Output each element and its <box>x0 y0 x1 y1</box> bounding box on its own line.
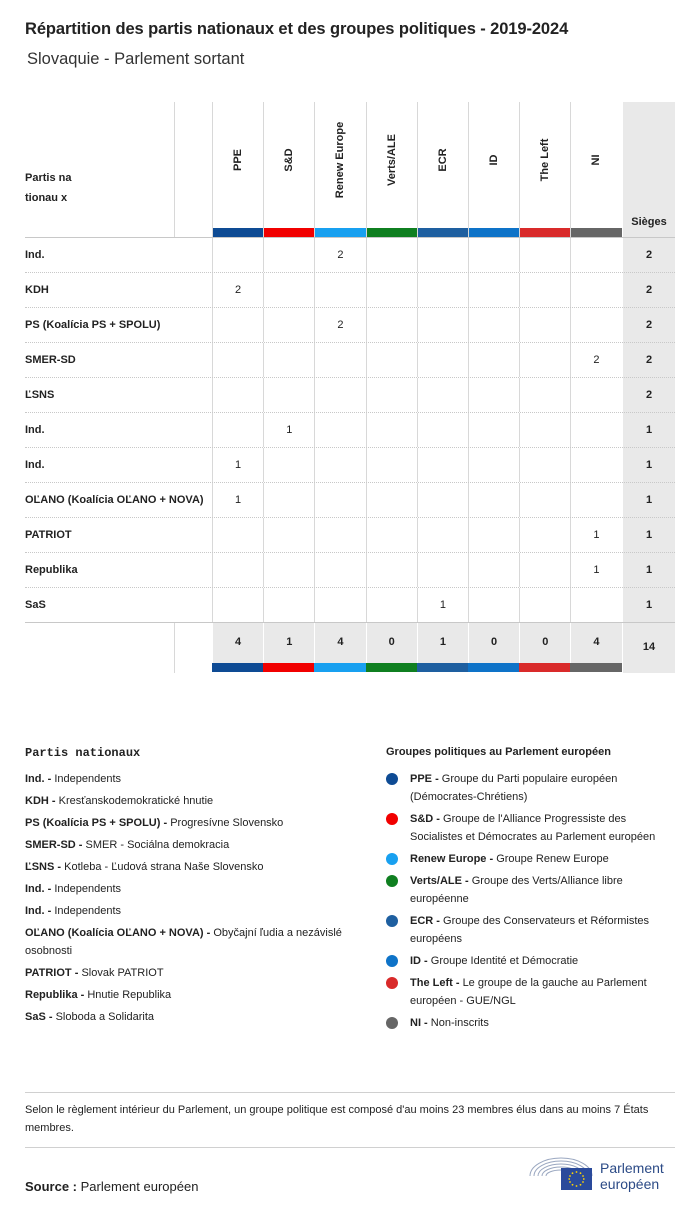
seat-cell <box>263 238 314 272</box>
seat-cell <box>366 308 417 342</box>
seat-cell <box>417 448 468 482</box>
ep-logo <box>528 1154 678 1194</box>
row-seats-total: 1 <box>623 413 675 448</box>
party-legend-item <box>25 792 345 810</box>
group-legend-abbr: Verts/ALE - <box>410 875 469 887</box>
party-legend-full: Slovak PATRIOT <box>81 967 164 979</box>
group-total-color-bar <box>314 663 365 672</box>
seat-cell <box>212 343 263 377</box>
seat-cell <box>417 343 468 377</box>
party-legend-abbr: PATRIOT - <box>25 967 79 979</box>
source-value: Parlement européen <box>80 1179 199 1194</box>
legend-dot-icon <box>386 875 398 887</box>
seat-cell <box>366 413 417 447</box>
seat-cell <box>519 238 570 272</box>
legend-dot-icon <box>386 813 398 825</box>
page-title: Répartition des partis nationaux et des groupes politiques - 2019-2024 <box>25 20 569 38</box>
group-header-4 <box>417 102 468 237</box>
group-legend-item <box>386 952 676 970</box>
source-label: Source : <box>25 1179 78 1194</box>
logo-line-2: européen <box>600 1176 660 1192</box>
group-header-label: S&D <box>283 148 296 172</box>
group-total-color-bar <box>570 663 621 672</box>
party-legend-abbr: ĽSNS - <box>25 861 62 873</box>
group-header-label: Verts/ALE <box>385 134 398 186</box>
seat-cell <box>366 518 417 552</box>
seat-cell <box>468 553 519 587</box>
seat-cell <box>468 448 519 482</box>
seat-cell <box>263 518 314 552</box>
party-name: Ind. <box>25 459 45 471</box>
seat-cell <box>212 238 263 272</box>
seat-cell <box>366 553 417 587</box>
group-color-bar <box>469 228 519 237</box>
group-legend <box>386 746 676 1036</box>
group-legend-item <box>386 810 676 846</box>
group-legend-full: Le groupe de la gauche au Parlement européen - GUE/NGL <box>410 977 647 1007</box>
seat-cell <box>212 553 263 587</box>
party-legend-abbr: OĽANO (Koalícia OĽANO + NOVA) - <box>25 927 211 939</box>
group-total: 1 <box>263 623 314 664</box>
party-legend-abbr: Republika - <box>25 989 85 1001</box>
group-color-bar <box>264 228 314 237</box>
seat-cell <box>417 518 468 552</box>
seat-cell: 2 <box>212 273 263 307</box>
seat-cell <box>366 238 417 272</box>
seat-cell <box>417 238 468 272</box>
seat-cell <box>314 413 365 447</box>
party-legend-full: Kresťanskodemokratické hnutie <box>58 795 214 807</box>
group-legend-abbr: Renew Europe - <box>410 853 494 865</box>
seat-cell <box>417 553 468 587</box>
group-legend-item <box>386 850 676 868</box>
table-row <box>25 587 675 622</box>
group-color-bar <box>367 228 417 237</box>
table-row <box>25 482 675 517</box>
party-legend-full: Sloboda a Solidarita <box>55 1011 155 1023</box>
party-legend-full: Hnutie Republika <box>87 989 172 1001</box>
row-seats-total: 2 <box>623 238 675 273</box>
table-header <box>25 102 675 237</box>
party-legend-item <box>25 836 345 854</box>
seat-cell <box>366 378 417 412</box>
group-header-5 <box>468 102 519 237</box>
seats-header-label: Sièges <box>631 216 667 228</box>
group-total-color-bar <box>212 663 263 672</box>
seat-cell <box>366 273 417 307</box>
party-header-cell <box>25 102 175 237</box>
group-legend-full: Groupe des Verts/Alliance libre européenne <box>410 875 623 905</box>
seat-cell <box>519 308 570 342</box>
seat-cell <box>417 378 468 412</box>
seat-cell <box>263 378 314 412</box>
party-name: Republika <box>25 564 78 576</box>
legend-dot-icon <box>386 773 398 785</box>
seat-cell <box>263 448 314 482</box>
seat-cell <box>314 273 365 307</box>
seat-cell <box>212 588 263 622</box>
seat-cell <box>570 413 621 447</box>
party-legend-item <box>25 1008 345 1026</box>
group-legend-full: Groupe de l'Alliance Progressiste des Socialistes et Démocrates au Parlement européen <box>410 813 656 843</box>
distribution-table <box>25 102 675 672</box>
seat-cell <box>314 448 365 482</box>
seat-cell <box>417 483 468 517</box>
seat-cell: 1 <box>263 413 314 447</box>
seat-cell: 1 <box>417 588 468 622</box>
seat-cell: 1 <box>570 518 621 552</box>
party-name: SMER-SD <box>25 354 76 366</box>
group-color-bar <box>418 228 468 237</box>
seat-cell <box>263 588 314 622</box>
group-legend-full: Groupe Identité et Démocratie <box>430 955 579 967</box>
group-total: 4 <box>212 623 263 664</box>
group-total-color-bar <box>263 663 314 672</box>
group-header-6 <box>519 102 570 237</box>
seat-cell <box>468 483 519 517</box>
group-legend-full: Non-inscrits <box>430 1017 489 1029</box>
party-legend-item <box>25 924 345 960</box>
seat-cell <box>570 238 621 272</box>
seat-cell <box>519 448 570 482</box>
seat-cell <box>519 588 570 622</box>
seat-cell <box>314 378 365 412</box>
group-header-label: ID <box>488 154 501 166</box>
seats-header-cell <box>623 102 675 237</box>
group-legend-full: Groupe du Parti populaire européen (Démocrates-Chrétiens) <box>410 773 618 803</box>
party-legend-full: SMER - Sociálna demokracia <box>85 839 230 851</box>
party-name: Ind. <box>25 249 45 261</box>
group-header-1 <box>263 102 314 237</box>
group-total-color-bar <box>417 663 468 672</box>
group-legend-item <box>386 974 676 1010</box>
group-total: 1 <box>417 623 468 664</box>
party-legend-title: Partis nationaux <box>25 746 141 760</box>
seat-cell <box>570 273 621 307</box>
legend-dot-icon <box>386 853 398 865</box>
totals-blank-cell <box>25 623 175 673</box>
group-legend-item <box>386 770 676 806</box>
group-total: 4 <box>570 623 621 664</box>
legend-dot-icon <box>386 955 398 967</box>
group-header-7 <box>570 102 621 237</box>
seat-cell <box>314 588 365 622</box>
seat-cell <box>263 483 314 517</box>
seat-cell <box>468 378 519 412</box>
table-row <box>25 377 675 412</box>
table-row <box>25 307 675 342</box>
seat-cell <box>570 378 621 412</box>
party-legend-full: Independents <box>54 773 122 785</box>
table-row <box>25 447 675 482</box>
legend-dot-icon <box>386 915 398 927</box>
table-row <box>25 237 675 272</box>
seat-cell <box>212 518 263 552</box>
party-name: PATRIOT <box>25 529 72 541</box>
seat-cell: 1 <box>212 448 263 482</box>
group-color-bar <box>520 228 570 237</box>
party-legend-full: Independents <box>54 883 122 895</box>
seat-cell: 2 <box>570 343 621 377</box>
group-header-2 <box>314 102 365 237</box>
group-header-3 <box>366 102 417 237</box>
party-header-label: Partis nationau x <box>25 172 72 204</box>
hemicycle-logo-icon <box>528 1154 594 1194</box>
seat-cell <box>263 553 314 587</box>
seat-cell <box>468 273 519 307</box>
group-total-color-bar <box>366 663 417 672</box>
row-seats-total: 2 <box>623 308 675 343</box>
totals-row <box>25 622 675 672</box>
seat-cell <box>468 343 519 377</box>
party-name: PS (Koalícia PS + SPOLU) <box>25 319 161 331</box>
group-legend-abbr: PPE - <box>410 773 439 785</box>
group-legend-abbr: NI - <box>410 1017 428 1029</box>
party-legend-abbr: SMER-SD - <box>25 839 83 851</box>
group-header-label: Renew Europe <box>334 121 347 199</box>
row-seats-total: 1 <box>623 518 675 553</box>
seat-cell <box>570 483 621 517</box>
table-body <box>25 237 675 622</box>
party-legend <box>25 746 345 1030</box>
group-legend-abbr: ECR - <box>410 915 440 927</box>
party-name: OĽANO (Koalícia OĽANO + NOVA) <box>25 494 204 506</box>
seat-cell <box>417 413 468 447</box>
seat-cell <box>314 343 365 377</box>
party-legend-item <box>25 986 345 1004</box>
group-legend-abbr: The Left - <box>410 977 460 989</box>
party-legend-full: Progresívne Slovensko <box>170 817 284 829</box>
party-legend-full: Independents <box>54 905 122 917</box>
group-total: 0 <box>468 623 519 664</box>
group-total-color-bar <box>519 663 570 672</box>
seat-cell <box>519 273 570 307</box>
table-row <box>25 342 675 377</box>
party-legend-abbr: Ind. - <box>25 905 52 917</box>
seat-cell: 1 <box>212 483 263 517</box>
group-total: 4 <box>314 623 365 664</box>
party-legend-item <box>25 902 345 920</box>
group-color-bar <box>571 228 621 237</box>
group-header-label: The Left <box>539 138 552 182</box>
group-legend-abbr: S&D - <box>410 813 440 825</box>
seat-cell <box>570 588 621 622</box>
row-seats-total: 1 <box>623 588 675 623</box>
seat-cell <box>366 483 417 517</box>
group-legend-item <box>386 912 676 948</box>
party-legend-item <box>25 964 345 982</box>
seat-cell <box>366 588 417 622</box>
seat-cell <box>212 378 263 412</box>
seat-cell <box>519 378 570 412</box>
group-color-bar <box>213 228 263 237</box>
seat-cell <box>468 518 519 552</box>
party-legend-abbr: PS (Koalícia PS + SPOLU) - <box>25 817 168 829</box>
seat-cell <box>212 308 263 342</box>
logo-text <box>600 1160 664 1192</box>
seat-cell: 2 <box>314 238 365 272</box>
group-header-label: PPE <box>232 148 245 172</box>
row-seats-total: 1 <box>623 483 675 518</box>
seat-cell <box>468 588 519 622</box>
party-legend-item <box>25 880 345 898</box>
legend-dot-icon <box>386 1017 398 1029</box>
seat-cell <box>468 308 519 342</box>
group-legend-full: Groupe des Conservateurs et Réformistes européens <box>410 915 650 945</box>
group-total-color-bar <box>468 663 519 672</box>
table-row <box>25 552 675 587</box>
seat-cell <box>263 343 314 377</box>
legend-dot-icon <box>386 977 398 989</box>
row-seats-total: 1 <box>623 553 675 588</box>
party-legend-item <box>25 858 345 876</box>
party-legend-abbr: KDH - <box>25 795 56 807</box>
party-legend-abbr: Ind. - <box>25 883 52 895</box>
page-subtitle: Slovaquie - Parlement sortant <box>27 50 245 68</box>
seat-cell <box>366 343 417 377</box>
group-header-0 <box>212 102 263 237</box>
group-total: 0 <box>366 623 417 664</box>
seat-cell <box>519 343 570 377</box>
table-row <box>25 517 675 552</box>
seat-cell <box>570 308 621 342</box>
group-total: 0 <box>519 623 570 664</box>
party-legend-full: Obyčajní ľudia a nezávislé osobnosti <box>25 927 342 957</box>
seat-cell <box>468 413 519 447</box>
footnote: Selon le règlement intérieur du Parlement, un groupe politique est composé d'au moins 23 membres élus dans au moins 7 États membres. <box>25 1092 675 1148</box>
seat-cell <box>519 518 570 552</box>
party-name: Ind. <box>25 424 45 436</box>
party-name: SaS <box>25 599 46 611</box>
party-legend-item <box>25 770 345 788</box>
seat-cell <box>519 413 570 447</box>
logo-line-1: Parlement <box>600 1160 664 1176</box>
row-seats-total: 2 <box>623 378 675 413</box>
row-seats-total: 1 <box>623 448 675 483</box>
row-seats-total: 2 <box>623 343 675 378</box>
party-name: ĽSNS <box>25 389 55 401</box>
seat-cell <box>263 308 314 342</box>
party-legend-abbr: SaS - <box>25 1011 53 1023</box>
seat-cell <box>417 308 468 342</box>
source-line <box>25 1179 198 1194</box>
seat-cell <box>519 483 570 517</box>
group-legend-item <box>386 872 676 908</box>
seat-cell <box>468 238 519 272</box>
seat-cell <box>212 413 263 447</box>
group-legend-abbr: ID - <box>410 955 428 967</box>
seat-cell <box>263 273 314 307</box>
table-row <box>25 272 675 307</box>
row-seats-total: 2 <box>623 273 675 308</box>
table-row <box>25 412 675 447</box>
seat-cell: 2 <box>314 308 365 342</box>
seat-cell <box>314 518 365 552</box>
party-legend-item <box>25 814 345 832</box>
group-header-label: NI <box>590 154 603 166</box>
seat-cell <box>366 448 417 482</box>
seat-cell <box>570 448 621 482</box>
group-legend-item <box>386 1014 676 1032</box>
group-legend-title: Groupes politiques au Parlement européen <box>386 746 611 758</box>
seat-cell <box>519 553 570 587</box>
party-name: KDH <box>25 284 49 296</box>
total-seats: 14 <box>623 623 675 673</box>
seat-cell <box>314 483 365 517</box>
seat-cell <box>314 553 365 587</box>
group-color-bar <box>315 228 365 237</box>
party-legend-abbr: Ind. - <box>25 773 52 785</box>
party-legend-full: Kotleba - Ľudová strana Naše Slovensko <box>64 861 264 873</box>
group-header-label: ECR <box>436 148 449 172</box>
seat-cell: 1 <box>570 553 621 587</box>
seat-cell <box>417 273 468 307</box>
group-legend-full: Groupe Renew Europe <box>496 853 609 865</box>
